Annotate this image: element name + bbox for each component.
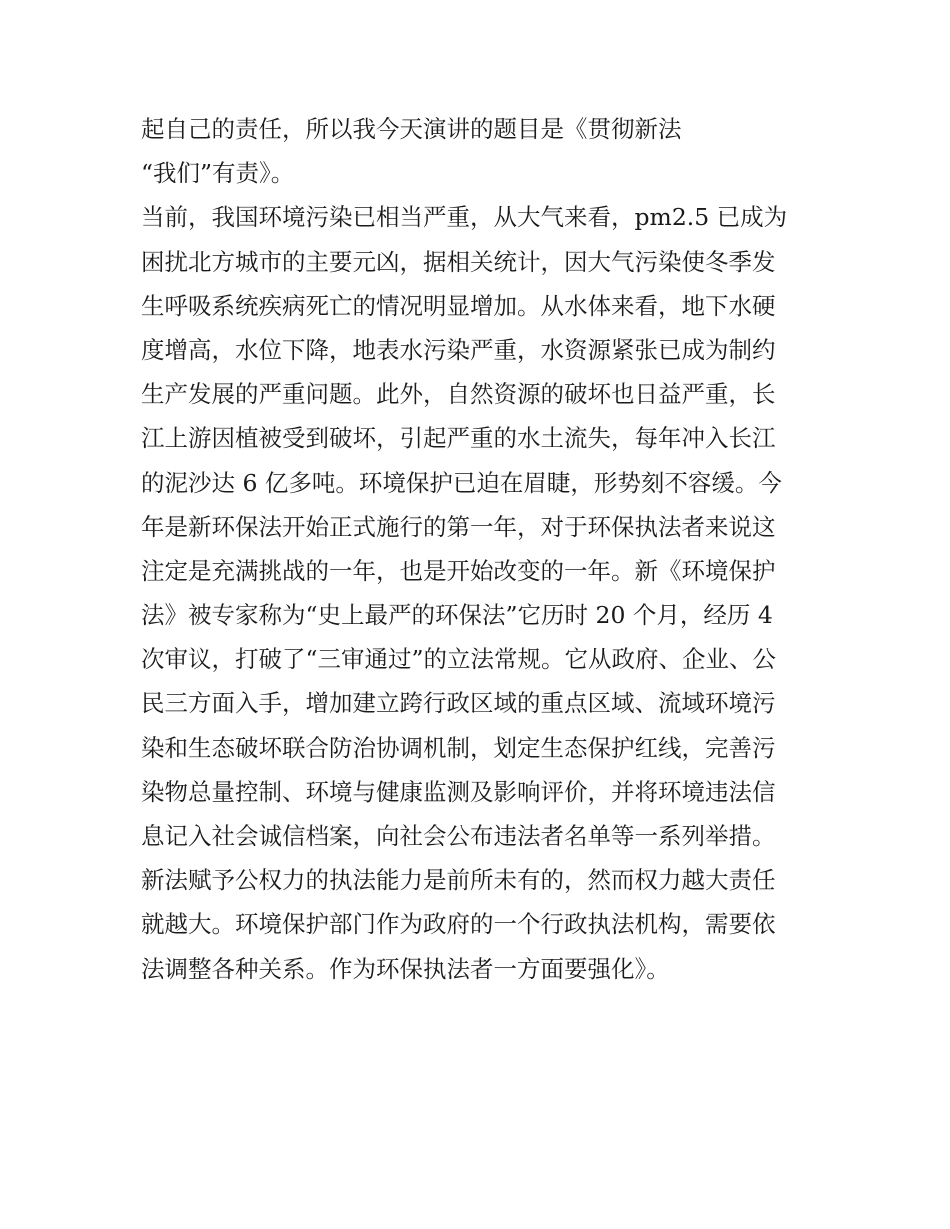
text-line: 当前，我国环境污染已相当严重，从大气来看，pm2.5 已成为	[141, 203, 788, 232]
text-line: 困扰北方城市的主要元凶，据相关统计，因大气污染使冬季发	[141, 247, 776, 276]
text-line: 息记入社会诚信档案，向社会公布违法者名单等一系列举措。	[141, 822, 776, 850]
text-line: “我们”有责》。	[141, 159, 295, 188]
text-line: 生呼吸系统疾病死亡的情况明显增加。从水体来看，地下水硬	[141, 291, 776, 320]
text-line: 法》被专家称为“史上最严的环保法”它历时 20 个月，经历 4	[141, 601, 773, 630]
text-line: 注定是充满挑战的一年，也是开始改变的一年。新《环境保护	[141, 556, 776, 585]
text-line: 新法赋予公权力的执法能力是前所未有的，然而权力越大责任	[141, 866, 776, 895]
text-line: 起自己的责任，所以我今天演讲的题目是《贯彻新法	[141, 115, 682, 143]
body-text	[141, 107, 821, 991]
text-line: 民三方面入手，增加建立跨行政区域的重点区域、流域环境污	[141, 689, 776, 718]
text-line: 生产发展的严重问题。此外，自然资源的破坏也日益严重，长	[141, 380, 776, 409]
text-line: 染和生态破坏联合防治协调机制，划定生态保护红线，完善污	[141, 733, 776, 762]
text-line: 就越大。环境保护部门作为政府的一个行政执法机构，需要依	[141, 910, 776, 939]
text-line: 度增高，水位下降，地表水污染严重，水资源紧张已成为制约	[141, 335, 776, 364]
text-line: 江上游因植被受到破坏，引起严重的水土流失，每年冲入长江	[141, 424, 776, 453]
text-line: 法调整各种关系。作为环保执法者一方面要强化》。	[141, 954, 670, 983]
text-line: 次审议，打破了“三审通过”的立法常规。它从政府、企业、公	[141, 645, 777, 674]
text-line: 染物总量控制、环境与健康监测及影响评价，并将环境违法信	[141, 777, 776, 806]
text-line: 年是新环保法开始正式施行的第一年，对于环保执法者来说这	[141, 512, 776, 541]
text-line: 的泥沙达 6 亿多吨。环境保护已迫在眉睫，形势刻不容缓。今	[141, 468, 782, 497]
